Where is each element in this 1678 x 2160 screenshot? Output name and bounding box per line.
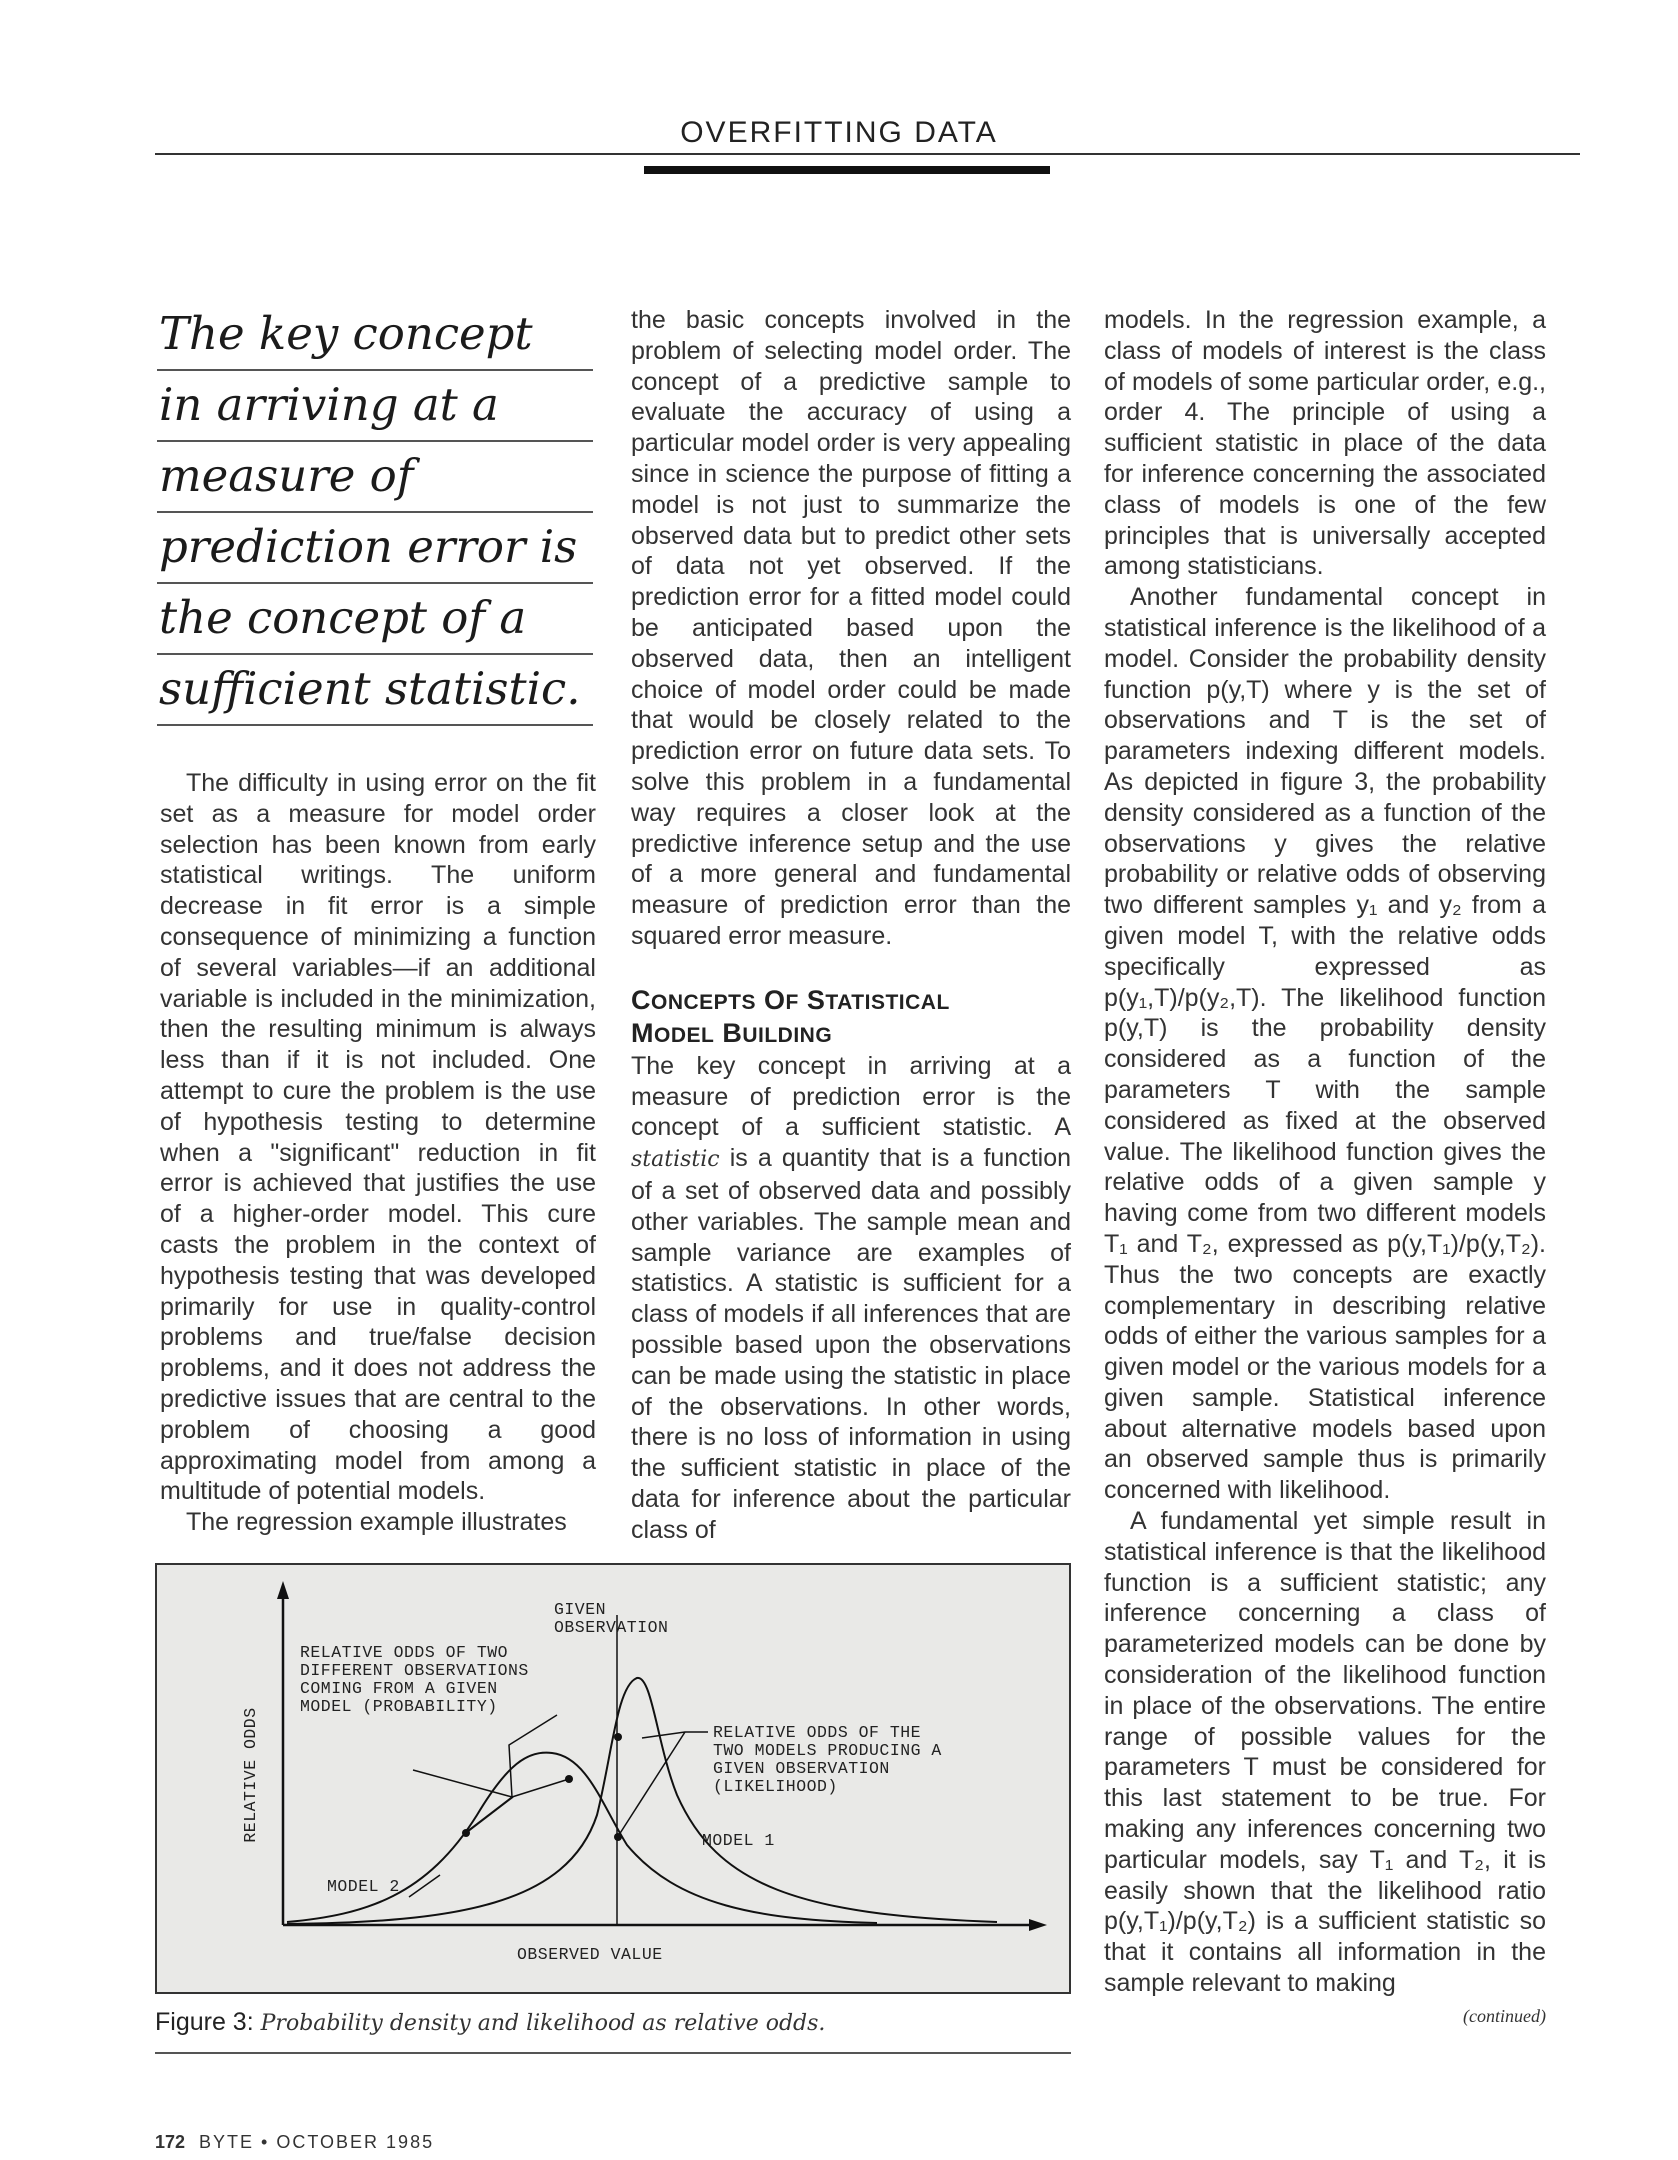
publication-info: BYTE • OCTOBER 1985 [199, 2132, 435, 2152]
caption-text: Probability density and likelihood as relative odds. [260, 2011, 826, 2036]
x-axis-arrow [1029, 1919, 1047, 1931]
likelihood-label: TWO MODELS PRODUCING A [713, 1741, 942, 1760]
pull-quote-line: prediction error is [157, 513, 593, 584]
likelihood-pointer [642, 1732, 708, 1738]
paragraph: models. In the regression example, a class of models of interest is the class of models of some particular order, e.g., order 4. The principle of using a sufficient statistic in place of the data for inference concerning the associated class of models is one of the few principles that is universally accepted among statisticians. [1104, 306, 1546, 581]
y-axis-label: RELATIVE ODDS [241, 1707, 260, 1843]
pull-quote-line: in arriving at a [157, 371, 593, 442]
paragraph: A fundamental yet simple result in statistical inference is that the likelihood function is a sufficient statistic; any inference concerning a class of parameterized models can be done by consideration of the likelihood function in place of the observations. The entire range of possible values for the parameters T must be considered for this last statement to be true. For making any inferences concerning two particular models, say T₁ and T₂, it is easily shown that the likelihood ratio p(y,T₁)/p(y,T₂) is a sufficient statistic so that it contains all information in the sample relevant to making [1104, 1507, 1546, 1998]
pull-quote [157, 300, 593, 726]
probability-label: COMING FROM A GIVEN [300, 1679, 498, 1698]
italic-term: statistic [631, 1147, 720, 1173]
probability-label: MODEL (PROBABILITY) [300, 1697, 498, 1716]
paragraph: the basic concepts involved in the problem of selecting model order. The concept of a predictive sample to evaluate the accuracy of using a particular model order is very appealing since in science the purpose of fitting a model is not just to summarize the observed data but to predict other sets of data not yet observed. If the prediction error for a fitted model could be anticipated based upon the observed data, then an intelligent choice of model order could be made that would be closely related to the prediction error on future data sets. To solve this problem in a fundamental way requires a closer look at the predictive inference setup and the use of a more general and fundamental measure of prediction error than the squared error measure. [631, 306, 1071, 950]
paragraph-text: is a quantity that is a function of a set of observed data and possibly other variables. The sample mean and sample variance are examples of statistics. A statistic is sufficient for a class of models if all inferences that are possible based upon the observations can be made using the statistic in place of the observations. In other words, there is no loss of information in using the sufficient statistic in place of the data for inference about the particular class of [631, 1144, 1071, 1544]
continued-note: (continued) [1463, 2005, 1546, 2026]
running-header: OVERFITTING DATA [680, 116, 998, 149]
probability-pointer [466, 1797, 513, 1833]
caption-rule [155, 2052, 1071, 2054]
body-column-1 [160, 768, 596, 1538]
page-number: 172 [155, 2132, 186, 2152]
given-observation-label: OBSERVATION [554, 1618, 669, 1637]
probability-pointer [512, 1779, 569, 1797]
header-bar [644, 166, 1050, 174]
x-axis-label: OBSERVED VALUE [517, 1945, 663, 1964]
likelihood-label: RELATIVE ODDS OF THE [713, 1723, 922, 1742]
likelihood-point [614, 1733, 622, 1741]
body-column-3 [1104, 305, 1546, 2032]
paragraph: Another fundamental concept in statistical inference is the likelihood of a model. Consider the probability density function p(y,T) where y is the set of observations and T is the set of parameters indexing different models. As depicted in figure 3, the probability density considered as a function of the observations y gives the relative probability or relative odds of observing two different samples y₁ and y₂ from a given model T, with the relative odds specifically expressed as p(y₁,T)/p(y₂,T). The likelihood function p(y,T) is the probability density considered as a function of the parameters T with the sample considered as fixed at the observed value. The likelihood function gives the relative odds of a given sample y having come from two different models T₁ and T₂, expressed as p(y,T₁)/p(y,T₂). Thus the two concepts are exactly complementary in describing relative odds of either the various samples for a given model or the various models for a given sample. Statistical inference about alternative models based upon an observed sample thus is primarily concerned with likelihood. [1104, 583, 1546, 1505]
likelihood-pointer [617, 1732, 685, 1838]
pull-quote-line: measure of [157, 442, 593, 513]
model-2-label: MODEL 2 [327, 1877, 400, 1896]
paragraph [631, 1051, 1071, 1546]
page-footer [155, 2132, 434, 2153]
figure-3 [155, 1563, 1071, 1994]
probability-label: DIFFERENT OBSERVATIONS [300, 1661, 529, 1680]
section-heading-line: MODEL BUILDING [631, 1017, 833, 1048]
body-column-2 [631, 305, 1071, 1545]
figure-caption [155, 2008, 825, 2037]
figure-diagram [157, 1565, 1069, 1992]
likelihood-point [614, 1833, 622, 1841]
paragraph-text: The key concept in arriving at a measure of prediction error is the concept of a sufficient statistic. A [631, 1051, 1071, 1142]
given-observation-label: GIVEN [554, 1600, 607, 1619]
section-heading-line: CONCEPTS OF STATISTICAL [631, 984, 950, 1015]
model-1-label: MODEL 1 [702, 1831, 775, 1850]
y-axis-arrow [277, 1581, 289, 1599]
probability-point [462, 1829, 470, 1837]
paragraph: The difficulty in using error on the fit set as a measure for model order selection has been known from early statistical writings. The uniform decrease in fit error is a simple consequence of minimizing a function of several variables—if an additional variable is included in the minimization, then the resulting minimum is always less than if it is not included. One attempt to cure the problem is the use of hypothesis testing to determine when a "significant" reduction in fit error is achieved that justifies the use of a higher-order model. This cure casts the problem in the context of hypothesis testing that was developed primarily for use in quality-control problems and true/false decision problems, and it does not address the predictive issues that are central to the problem of choosing a good approximating model from among a multitude of potential models. [160, 769, 596, 1506]
pull-quote-line: sufficient statistic. [157, 655, 593, 726]
model-2-pointer [409, 1875, 440, 1897]
pull-quote-line: The key concept [157, 300, 593, 371]
caption-prefix: Figure 3: [155, 2008, 254, 2036]
likelihood-label: (LIKELIHOOD) [713, 1777, 838, 1796]
likelihood-label: GIVEN OBSERVATION [713, 1759, 890, 1778]
section-heading [631, 985, 1071, 1051]
probability-label: RELATIVE ODDS OF TWO [300, 1643, 509, 1662]
pull-quote-line: the concept of a [157, 584, 593, 655]
header-rule [155, 153, 1580, 155]
paragraph: The regression example illustrates [186, 1508, 567, 1537]
probability-point [565, 1775, 573, 1783]
